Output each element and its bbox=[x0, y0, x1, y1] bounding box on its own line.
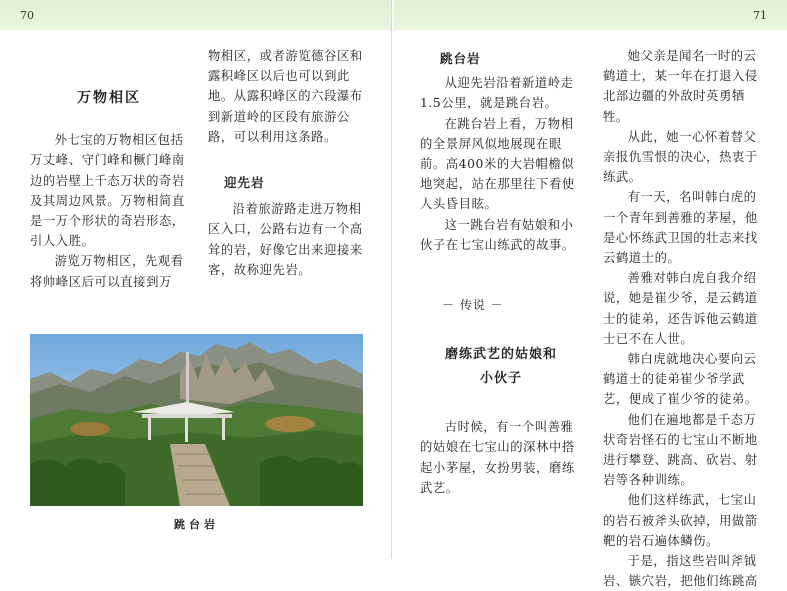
paragraph: 从迎先岩沿着新道岭走1.5公里，就是跳台岩。 bbox=[420, 76, 574, 111]
mountain-photo bbox=[30, 334, 363, 506]
right-column-1 bbox=[420, 46, 582, 498]
paragraph: 这一跳台岩有姑娘和小伙子在七宝山练武的故事。 bbox=[420, 217, 575, 252]
paragraph: 善雅对韩白虎自我介绍说，她是崔少爷，是云鹤道士的徒弟，还告诉他云鹤道士已不在人世。 bbox=[603, 271, 758, 346]
left-page-number: 70 bbox=[20, 9, 34, 22]
subsection-title: 迎先岩 bbox=[224, 175, 265, 191]
paragraph: 物相区，或者游览德谷区和露积峰区以后也可以到此地。从露积峰区的六段瀑布到新道岭的区段有旅游公路，可以利用这条路。 bbox=[208, 49, 363, 144]
mountain-photo-image bbox=[30, 334, 363, 506]
paragraph: 古时候，有一个叫善雅的姑娘在七宝山的深林中搭起小茅屋，女扮男装，磨练武艺。 bbox=[420, 420, 575, 495]
subsection-title: 跳台岩 bbox=[440, 51, 481, 66]
left-page bbox=[0, 0, 392, 559]
paragraph: 有一天，名叫韩白虎的一个青年到善雅的茅屋，他是心怀练武卫国的壮志来找云鹤道士的。 bbox=[603, 190, 758, 266]
paragraph: 他们这样练武，七宝山的岩石被斧头砍掉，用做箭靶的岩石遍体鳞伤。 bbox=[603, 493, 758, 548]
paragraph: 于是，指这些岩叫斧钺岩、镞穴岩，把他们练跳高 bbox=[603, 554, 758, 589]
paragraph: 韩白虎就地决心要向云鹤道士的徒弟崔少爷学武艺，便成了崔少爷的徒弟。 bbox=[603, 352, 758, 407]
story-title bbox=[420, 343, 582, 391]
right-page bbox=[394, 0, 787, 589]
paragraph: 她父亲是闻名一时的云鹤道士，某一年在打退入侵北部边疆的外敌时英勇牺牲。 bbox=[603, 49, 758, 124]
legend-label: － 传说 － bbox=[442, 298, 504, 313]
photo-caption: 跳台岩 bbox=[174, 518, 219, 531]
paragraph: 外七宝的万物相区包括万丈峰、守门峰和橛门峰南边的岩壁上千态万状的奇岩及其周边风景。万物相简直是一万个形状的奇岩形态，引人入胜。 bbox=[30, 133, 185, 249]
paragraph: 从此，她一心怀着替父亲报仇雪恨的决心，热衷于练武。 bbox=[603, 129, 758, 185]
paragraph: 在跳台岩上看，万物相的全景屏风似地展现在眼前。高400米的大岩帽檐似地突起，站在那里往下看使人头昏目眩。 bbox=[420, 116, 575, 212]
right-header-band bbox=[394, 0, 787, 30]
story-title-line1: 磨练武艺的姑娘和 bbox=[444, 347, 557, 363]
story-title-line2: 小伙子 bbox=[479, 371, 522, 387]
section-title: 万物相区 bbox=[77, 90, 141, 106]
left-column-1 bbox=[30, 88, 188, 292]
left-column-2 bbox=[208, 46, 365, 280]
paragraph: 沿着旅游路走进万物相区入口，公路右边有一个高耸的岩，好像它出来迎接来客，故称迎先岩。 bbox=[208, 202, 363, 277]
right-page-number: 71 bbox=[753, 9, 767, 22]
paragraph: 他们在遍地都是千态万状奇岩怪石的七宝山不断地进行攀登、跳高、砍岩、射岩等各种训练。 bbox=[603, 412, 758, 488]
paragraph: 游览万物相区，先观看将帅峰区后可以直接到万 bbox=[30, 254, 184, 289]
left-header-band bbox=[0, 0, 391, 30]
right-column-2 bbox=[603, 46, 765, 591]
